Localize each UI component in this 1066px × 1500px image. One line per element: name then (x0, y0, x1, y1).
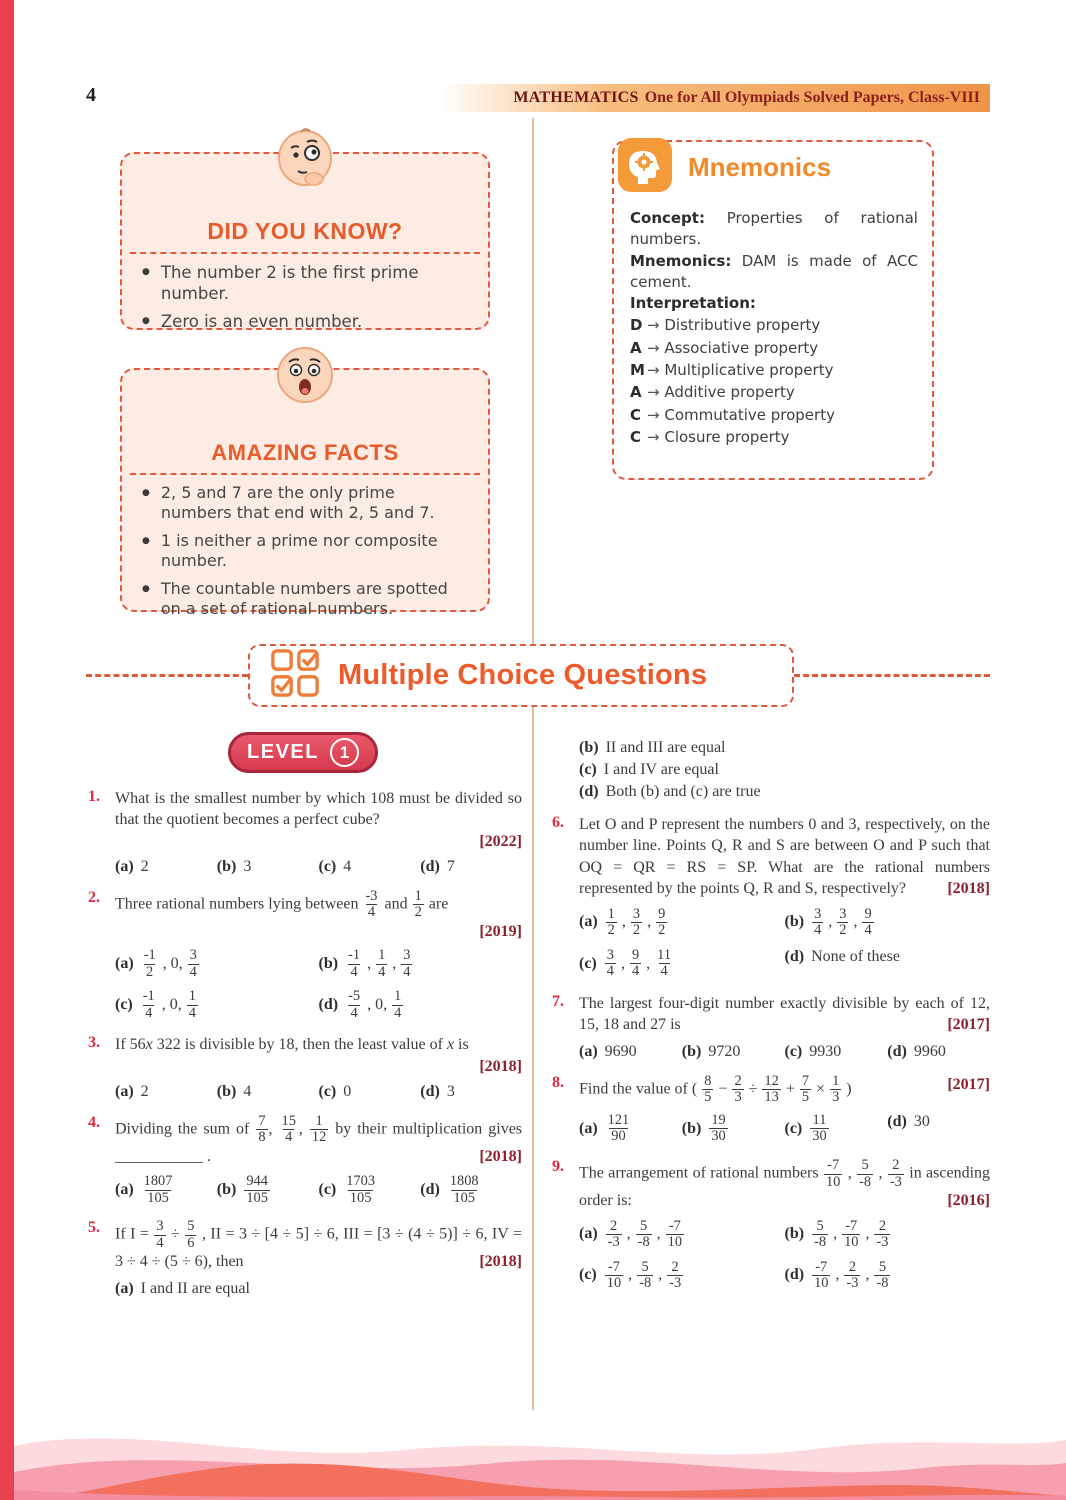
fraction: $\frac{9}{2}$ (658, 905, 666, 939)
mcq-banner (248, 644, 794, 707)
option (217, 1174, 319, 1206)
option-label: (c) (579, 761, 597, 778)
mnemonic-text: Distributive property (664, 316, 821, 335)
mcq-title: Multiple Choice Questions (338, 659, 708, 691)
fraction: $\frac{1808}{105}$ (449, 1173, 479, 1206)
fraction: $\frac{12}{13}$ (764, 1072, 779, 1106)
question-text: Dividing the sum of $\frac{7}{8}$ , $\frac{15}{4}$ , $\frac{1}{12}$ by their multiplication gives ___________ . [2018] (115, 1114, 522, 1168)
fraction: $\frac{5}{-8}$ (876, 1258, 889, 1292)
fraction: $\frac{19}{30}$ (711, 1111, 726, 1145)
interpretation-list (630, 315, 918, 448)
option-value: II and III are equal (605, 739, 726, 756)
option-value: $\frac{2}{-3}$ , $\frac{5}{-8}$ , $\frac{-7}{10}$ (607, 1217, 683, 1251)
fraction: $\frac{2}{-3}$ (876, 1217, 889, 1251)
fact-item (142, 483, 470, 524)
fraction: $\frac{-7}{10}$ (825, 1157, 841, 1190)
mnemonic-text: Closure property (664, 427, 790, 446)
option (115, 1174, 217, 1206)
arrow-icon: → (647, 316, 660, 335)
fraction: $\frac{3}{2}$ (632, 905, 641, 939)
option-label: (a) (579, 913, 598, 931)
dashed-divider (130, 252, 480, 254)
option (579, 761, 990, 779)
fraction: $\frac{2}{-3}$ (607, 1217, 620, 1251)
fraction: $\frac{944}{105}$ (246, 1173, 268, 1206)
option (785, 1219, 991, 1251)
bullet-icon: ● (142, 488, 150, 498)
fraction: $\frac{2}{-3}$ (889, 1157, 902, 1190)
fraction: $\frac{7}{5}$ (801, 1072, 810, 1106)
option-label: (c) (318, 1180, 337, 1198)
fact-item (142, 579, 470, 620)
options-grid (579, 1113, 990, 1145)
fact-text: The countable numbers are spotted on a set of rational numbers. (160, 578, 448, 619)
surprised-face-icon (272, 342, 338, 413)
option-value (343, 1173, 378, 1206)
question (88, 1219, 522, 1298)
fact-item (142, 262, 470, 304)
fraction: $\frac{5}{-8}$ (814, 1217, 827, 1251)
bullet-icon: ● (142, 267, 150, 277)
option-label: (d) (887, 1042, 907, 1060)
question-number: 7. (552, 992, 564, 1010)
dashed-divider (130, 473, 480, 475)
option-label: (d) (887, 1112, 907, 1130)
option-label: (b) (216, 857, 237, 875)
option-value: $\frac{3}{4}$ , $\frac{9}{4}$ , $\frac{11}{4}$ (606, 946, 672, 980)
question-body (115, 1114, 522, 1207)
year-tag: [2018] (947, 880, 990, 898)
mnemonic-text: Associative property (664, 338, 819, 357)
question-body (579, 1158, 990, 1292)
option-label: (c) (579, 954, 597, 972)
mnemonics-head-icon (617, 137, 673, 198)
question-body (115, 1034, 522, 1100)
fact-text: Zero is an even number. (160, 312, 363, 332)
amazing-facts-list (122, 483, 488, 635)
level-number: 1 (330, 738, 359, 767)
question (552, 814, 990, 980)
fraction: $\frac{1}{4}$ (378, 946, 386, 980)
question-number: 1. (88, 788, 100, 805)
question (552, 993, 990, 1061)
fraction: $\frac{-7}{10}$ (844, 1217, 859, 1251)
fraction: $\frac{3}{4}$ (189, 946, 197, 980)
fraction: $\frac{1703}{105}$ (346, 1173, 376, 1206)
option-label: (a) (115, 954, 134, 972)
option-value: $\frac{-7}{10}$ , $\frac{5}{-8}$ , $\frac{2}{-3}$ (606, 1258, 682, 1292)
fraction: $\frac{1}{2}$ (414, 887, 422, 921)
option-value: 9720 (708, 1042, 741, 1060)
option-label: (d) (784, 1266, 805, 1284)
question-text: The arrangement of rational numbers $\frac{-7}{10}$ , $\frac{5}{-8}$ , $\frac{2}{-3}$ in ascending order is: [2016] (579, 1158, 990, 1212)
option (887, 1113, 990, 1145)
checklist-grid-icon (270, 648, 320, 703)
interpretation-label-text: Interpretation: (630, 294, 756, 313)
option (115, 1280, 522, 1298)
option-value: 2 (140, 857, 149, 875)
option (579, 948, 785, 980)
fraction: $\frac{5}{-8}$ (637, 1217, 650, 1251)
concept-label: Concept: (630, 209, 705, 227)
did-you-know-list (122, 262, 488, 347)
question-body (579, 1074, 990, 1145)
did-you-know-title: DID YOU KNOW? (207, 218, 403, 244)
option (579, 783, 990, 801)
option-value: 2 (140, 1082, 149, 1100)
arrow-icon: → (647, 361, 660, 380)
fact-text: The number 2 is the first prime number. (160, 263, 419, 304)
question-text: Three rational numbers lying between $\frac{-3}{4}$ and $\frac{1}{2}$ are (115, 887, 449, 921)
option-label: (a) (579, 1042, 598, 1060)
year-tag: [2022] (479, 832, 522, 850)
year-tag: [2019] (479, 922, 522, 940)
options-grid (579, 1219, 990, 1292)
concept-text: Properties of rational numbers. (630, 209, 918, 249)
option (115, 948, 319, 980)
fraction: $\frac{9}{4}$ (631, 946, 640, 980)
option-value (447, 1173, 482, 1206)
option-label: (b) (216, 1082, 237, 1100)
fact-item (142, 311, 470, 332)
option-label: (c) (318, 1082, 337, 1100)
question (552, 1074, 990, 1145)
option-value: 9960 (913, 1042, 946, 1060)
fraction: $\frac{11}{30}$ (812, 1111, 827, 1145)
mnemonics-title: Mnemonics (688, 152, 832, 182)
option-label: (d) (318, 995, 339, 1013)
option (319, 989, 523, 1021)
arrow-icon: → (647, 405, 660, 424)
option-label: (c) (115, 995, 133, 1013)
fraction: $\frac{1}{2}$ (607, 905, 615, 939)
question (88, 1114, 522, 1207)
fraction: $\frac{11}{4}$ (657, 946, 672, 980)
mnemonic-line (630, 338, 918, 359)
bullet-icon: ● (142, 316, 150, 327)
option-value (243, 1173, 271, 1206)
mnemonic-line (630, 382, 918, 403)
option-value: $\frac{-5}{4}$ , 0, $\frac{1}{4}$ (348, 988, 402, 1021)
arrow-icon: → (647, 338, 660, 357)
option-value: $\frac{5}{-8}$ , $\frac{-7}{10}$ , $\frac{2}{-3}$ (814, 1217, 889, 1251)
fraction: $\frac{-7}{10}$ (667, 1217, 683, 1251)
option-label: (b) (784, 1225, 805, 1243)
mnemonics-concept (630, 208, 918, 251)
header-title: One for All Olympiads Solved Papers, Class-VIII (644, 89, 980, 106)
mnemonic-letter: C (630, 405, 642, 424)
arrow-icon: → (647, 383, 660, 402)
option-value: 3 (243, 857, 252, 875)
fraction: $\frac{-7}{10}$ (606, 1258, 622, 1292)
option (319, 948, 523, 980)
option-value: 0 (343, 1082, 352, 1100)
mnemonics-box (612, 140, 934, 480)
fraction: $\frac{1}{4}$ (188, 988, 196, 1021)
header-subject: MATHEMATICS (513, 89, 639, 106)
question (552, 1158, 990, 1292)
option-label: (d) (420, 1180, 440, 1198)
option-label: (a) (579, 1119, 598, 1137)
fraction: $\frac{-3}{4}$ (365, 887, 378, 921)
mnemonic-letter: C (630, 427, 642, 446)
question (552, 732, 990, 801)
amazing-facts-box (120, 368, 490, 619)
question-body (115, 788, 522, 876)
question-text: Find the value of ( $\frac{8}{5}$ − $\frac{2}{3}$ ÷ $\frac{12}{13}$ + $\frac{7}{5}$ × $\frac{1}{3}$ ) [2017] (579, 1072, 990, 1106)
options-grid (115, 858, 522, 876)
option-value: 7 (446, 857, 455, 875)
option-value: $\frac{-1}{4}$ , $\frac{1}{4}$ , $\frac{3}{4}$ (348, 946, 411, 980)
option-label: (a) (115, 1180, 134, 1198)
option (579, 739, 990, 757)
option (319, 1083, 421, 1101)
mnemonic-letter: A (630, 383, 642, 402)
option (785, 1260, 991, 1292)
option (579, 1043, 682, 1061)
option-value: 4 (243, 1082, 252, 1100)
mnemonics-label: Mnemonics: (630, 251, 732, 270)
question-number: 6. (552, 814, 564, 831)
option (579, 907, 785, 939)
option (420, 1174, 522, 1206)
option-label: (a) (115, 857, 134, 875)
year-tag: [2016] (947, 1192, 990, 1210)
option-value: I and IV are equal (603, 761, 719, 778)
mnemonic-line (630, 405, 918, 426)
option-label: (b) (216, 1180, 237, 1198)
fraction: $\frac{5}{6}$ (187, 1218, 195, 1251)
mnemonic-line (630, 315, 918, 336)
fact-item (142, 531, 470, 572)
option-label: (d) (579, 783, 599, 800)
mnemonics-body (630, 208, 918, 448)
option (785, 948, 991, 980)
question (88, 1034, 522, 1100)
fraction: $\frac{3}{4}$ (606, 946, 614, 980)
question (88, 889, 522, 1021)
option (579, 1219, 785, 1251)
options-grid (115, 1174, 522, 1206)
fraction: $\frac{5}{-8}$ (639, 1258, 652, 1292)
fraction: $\frac{-1}{2}$ (143, 946, 156, 980)
option (682, 1113, 785, 1145)
option-label: (d) (784, 947, 805, 965)
question-body (579, 993, 990, 1061)
question-number: 8. (552, 1073, 564, 1091)
fraction: $\frac{-1}{4}$ (348, 946, 361, 980)
option-value (605, 1111, 633, 1145)
fraction: $\frac{1}{12}$ (311, 1112, 327, 1146)
option-value: $\frac{-1}{2}$ , 0, $\frac{3}{4}$ (143, 946, 197, 980)
mnemonic-line (630, 360, 918, 381)
options-grid (115, 1280, 522, 1298)
options-grid (579, 739, 990, 801)
question-number: 9. (552, 1158, 564, 1175)
option-label: (c) (784, 1042, 803, 1060)
thinking-face-icon (273, 128, 337, 197)
fraction: $\frac{9}{4}$ (864, 905, 872, 939)
option-value: Both (b) and (c) are true (605, 783, 761, 800)
mnemonic-text: Additive property (664, 383, 795, 402)
option-label: (b) (318, 954, 339, 972)
option (217, 858, 319, 876)
option-label: (c) (784, 1119, 803, 1137)
option (115, 989, 319, 1021)
fact-text: 1 is neither a prime nor composite number. (160, 530, 438, 571)
option (682, 1043, 785, 1061)
question (88, 788, 522, 876)
fraction: $\frac{3}{4}$ (403, 946, 411, 980)
option-value: $\frac{1}{2}$ , $\frac{3}{2}$ , $\frac{9}{2}$ (607, 905, 666, 939)
option-value: $\frac{-7}{10}$ , $\frac{2}{-3}$ , $\frac{5}{-8}$ (814, 1258, 889, 1292)
level-badge (228, 732, 378, 773)
question-text: If 56x 322 is divisible by 18, then the least value of x is (115, 1036, 469, 1054)
arrow-icon: → (647, 427, 660, 446)
left-margin-strip (0, 0, 14, 1500)
option-value (141, 1173, 176, 1206)
level-label: LEVEL (247, 741, 319, 763)
options-grid (115, 948, 522, 1021)
fraction: $\frac{3}{2}$ (839, 905, 847, 939)
option-value: 9690 (604, 1042, 637, 1060)
option-value: 30 (913, 1112, 930, 1130)
year-tag: [2018] (479, 1057, 522, 1075)
option-label: (a) (579, 1225, 598, 1243)
question-body (115, 889, 522, 1021)
option-value: 4 (343, 857, 352, 875)
option (579, 1260, 785, 1292)
option (579, 1113, 682, 1145)
fraction: $\frac{121}{90}$ (607, 1111, 630, 1145)
mnemonics-phrase (630, 251, 918, 294)
question-body (579, 732, 990, 801)
option-value: None of these (811, 947, 900, 965)
option (420, 1083, 522, 1101)
question-text: Let O and P represent the numbers 0 and 3, respectively, on the number line. Points Q, R and S are between O and P such that OQ = QR = RS = SP. What are the rational numbers represented by the points Q, R and S, respectively? [2018] (579, 814, 990, 900)
year-tag: [2018] (479, 1253, 522, 1271)
option-label: (b) (579, 739, 599, 756)
fraction: $\frac{2}{-3}$ (669, 1258, 682, 1292)
bullet-icon: ● (142, 583, 150, 594)
fraction: $\frac{15}{4}$ (281, 1112, 296, 1146)
mnemonics-text: DAM is made of ACC cement. (630, 251, 918, 291)
fraction: $\frac{8}{5}$ (704, 1072, 712, 1106)
year-tag: [2017] (947, 1016, 990, 1034)
option-label: (d) (420, 1082, 440, 1100)
fraction: $\frac{7}{8}$ (258, 1112, 266, 1146)
question-number: 2. (88, 888, 100, 906)
page-number: 4 (86, 84, 96, 106)
question-body (115, 1219, 522, 1298)
fraction: $\frac{3}{4}$ (814, 905, 822, 939)
year-tag: [2018] (479, 1147, 522, 1165)
fraction: $\frac{2}{3}$ (734, 1072, 742, 1106)
option-value: 9930 (809, 1042, 842, 1060)
option-value (708, 1111, 728, 1145)
option-value (809, 1111, 829, 1145)
option-value: $\frac{-1}{4}$ , 0, $\frac{1}{4}$ (142, 988, 196, 1021)
bullet-icon: ● (142, 535, 150, 546)
options-grid (115, 1083, 522, 1101)
question-text: The largest four-digit number exactly divisible by each of 12, 15, 18 and 27 is [2017] (579, 993, 990, 1036)
mnemonic-text: Commutative property (664, 405, 835, 424)
mnemonic-text: Multiplicative property (664, 361, 834, 380)
option-label: (b) (681, 1119, 702, 1137)
option-label: (b) (784, 913, 805, 931)
option-value: I and II are equal (140, 1279, 250, 1297)
header-bar (444, 84, 990, 112)
amazing-facts-title: AMAZING FACTS (211, 440, 399, 465)
option (785, 1043, 888, 1061)
option (217, 1083, 319, 1101)
option-label: (c) (318, 857, 337, 875)
options-grid (579, 1043, 990, 1061)
option-label: (a) (115, 1279, 134, 1297)
fraction: $\frac{-7}{10}$ (814, 1258, 829, 1292)
options-grid (579, 907, 990, 980)
option (785, 1113, 888, 1145)
mcq-dashed-line-right (794, 674, 990, 677)
mnemonic-letter: M (630, 361, 645, 380)
option (319, 1174, 421, 1206)
option-label: (c) (579, 1266, 597, 1284)
option-value: $\frac{3}{4}$ , $\frac{3}{2}$ , $\frac{9}{4}$ (814, 905, 872, 939)
fact-text: 2, 5 and 7 are the only prime numbers that end with 2, 5 and 7. (160, 483, 435, 523)
option (420, 858, 522, 876)
column-divider (532, 118, 534, 1410)
question-body (579, 814, 990, 980)
fraction: $\frac{1}{3}$ (832, 1072, 840, 1106)
option (115, 858, 217, 876)
mnemonic-line (630, 427, 918, 448)
fraction: $\frac{2}{-3}$ (846, 1258, 859, 1292)
fraction: $\frac{-1}{4}$ (142, 988, 155, 1021)
fraction: $\frac{5}{-8}$ (859, 1157, 872, 1190)
question-number: 4. (88, 1113, 100, 1131)
question-number: 3. (88, 1034, 100, 1052)
option (785, 907, 991, 939)
option (319, 858, 421, 876)
footer-waves-decoration (14, 1408, 1066, 1500)
mnemonic-letter: D (630, 316, 643, 335)
question-text: What is the smallest number by which 108 must be divided so that the quotient becomes a perfect cube? (115, 790, 522, 829)
option-label: (a) (115, 1082, 134, 1100)
option-value: 3 (446, 1082, 455, 1100)
option-label: (d) (420, 857, 440, 875)
option (115, 1083, 217, 1101)
mcq-dashed-line-left (86, 674, 248, 677)
question-text: If I = $\frac{3}{4}$ ÷ $\frac{5}{6}$ , II = 3 ÷ [4 ÷ 5] ÷ 6, III = [3 ÷ (4 ÷ 5)] ÷ 6, IV = 3 ÷ 4 ÷ (5 ÷ 6), then [2018] (115, 1219, 522, 1273)
interpretation-label (630, 293, 918, 314)
questions-right-column (552, 732, 990, 1305)
option (887, 1043, 990, 1061)
option-label: (b) (681, 1042, 702, 1060)
fraction: $\frac{1}{4}$ (394, 988, 402, 1021)
fraction: $\frac{1807}{105}$ (143, 1173, 173, 1206)
fraction: $\frac{3}{4}$ (156, 1218, 164, 1251)
question-number (552, 732, 579, 801)
fraction: $\frac{-5}{4}$ (348, 988, 361, 1021)
question-number: 5. (88, 1219, 100, 1237)
did-you-know-box (120, 152, 490, 330)
year-tag: [2017] (947, 1075, 990, 1093)
questions-left-column (88, 788, 522, 1311)
mnemonic-letter: A (630, 338, 642, 357)
